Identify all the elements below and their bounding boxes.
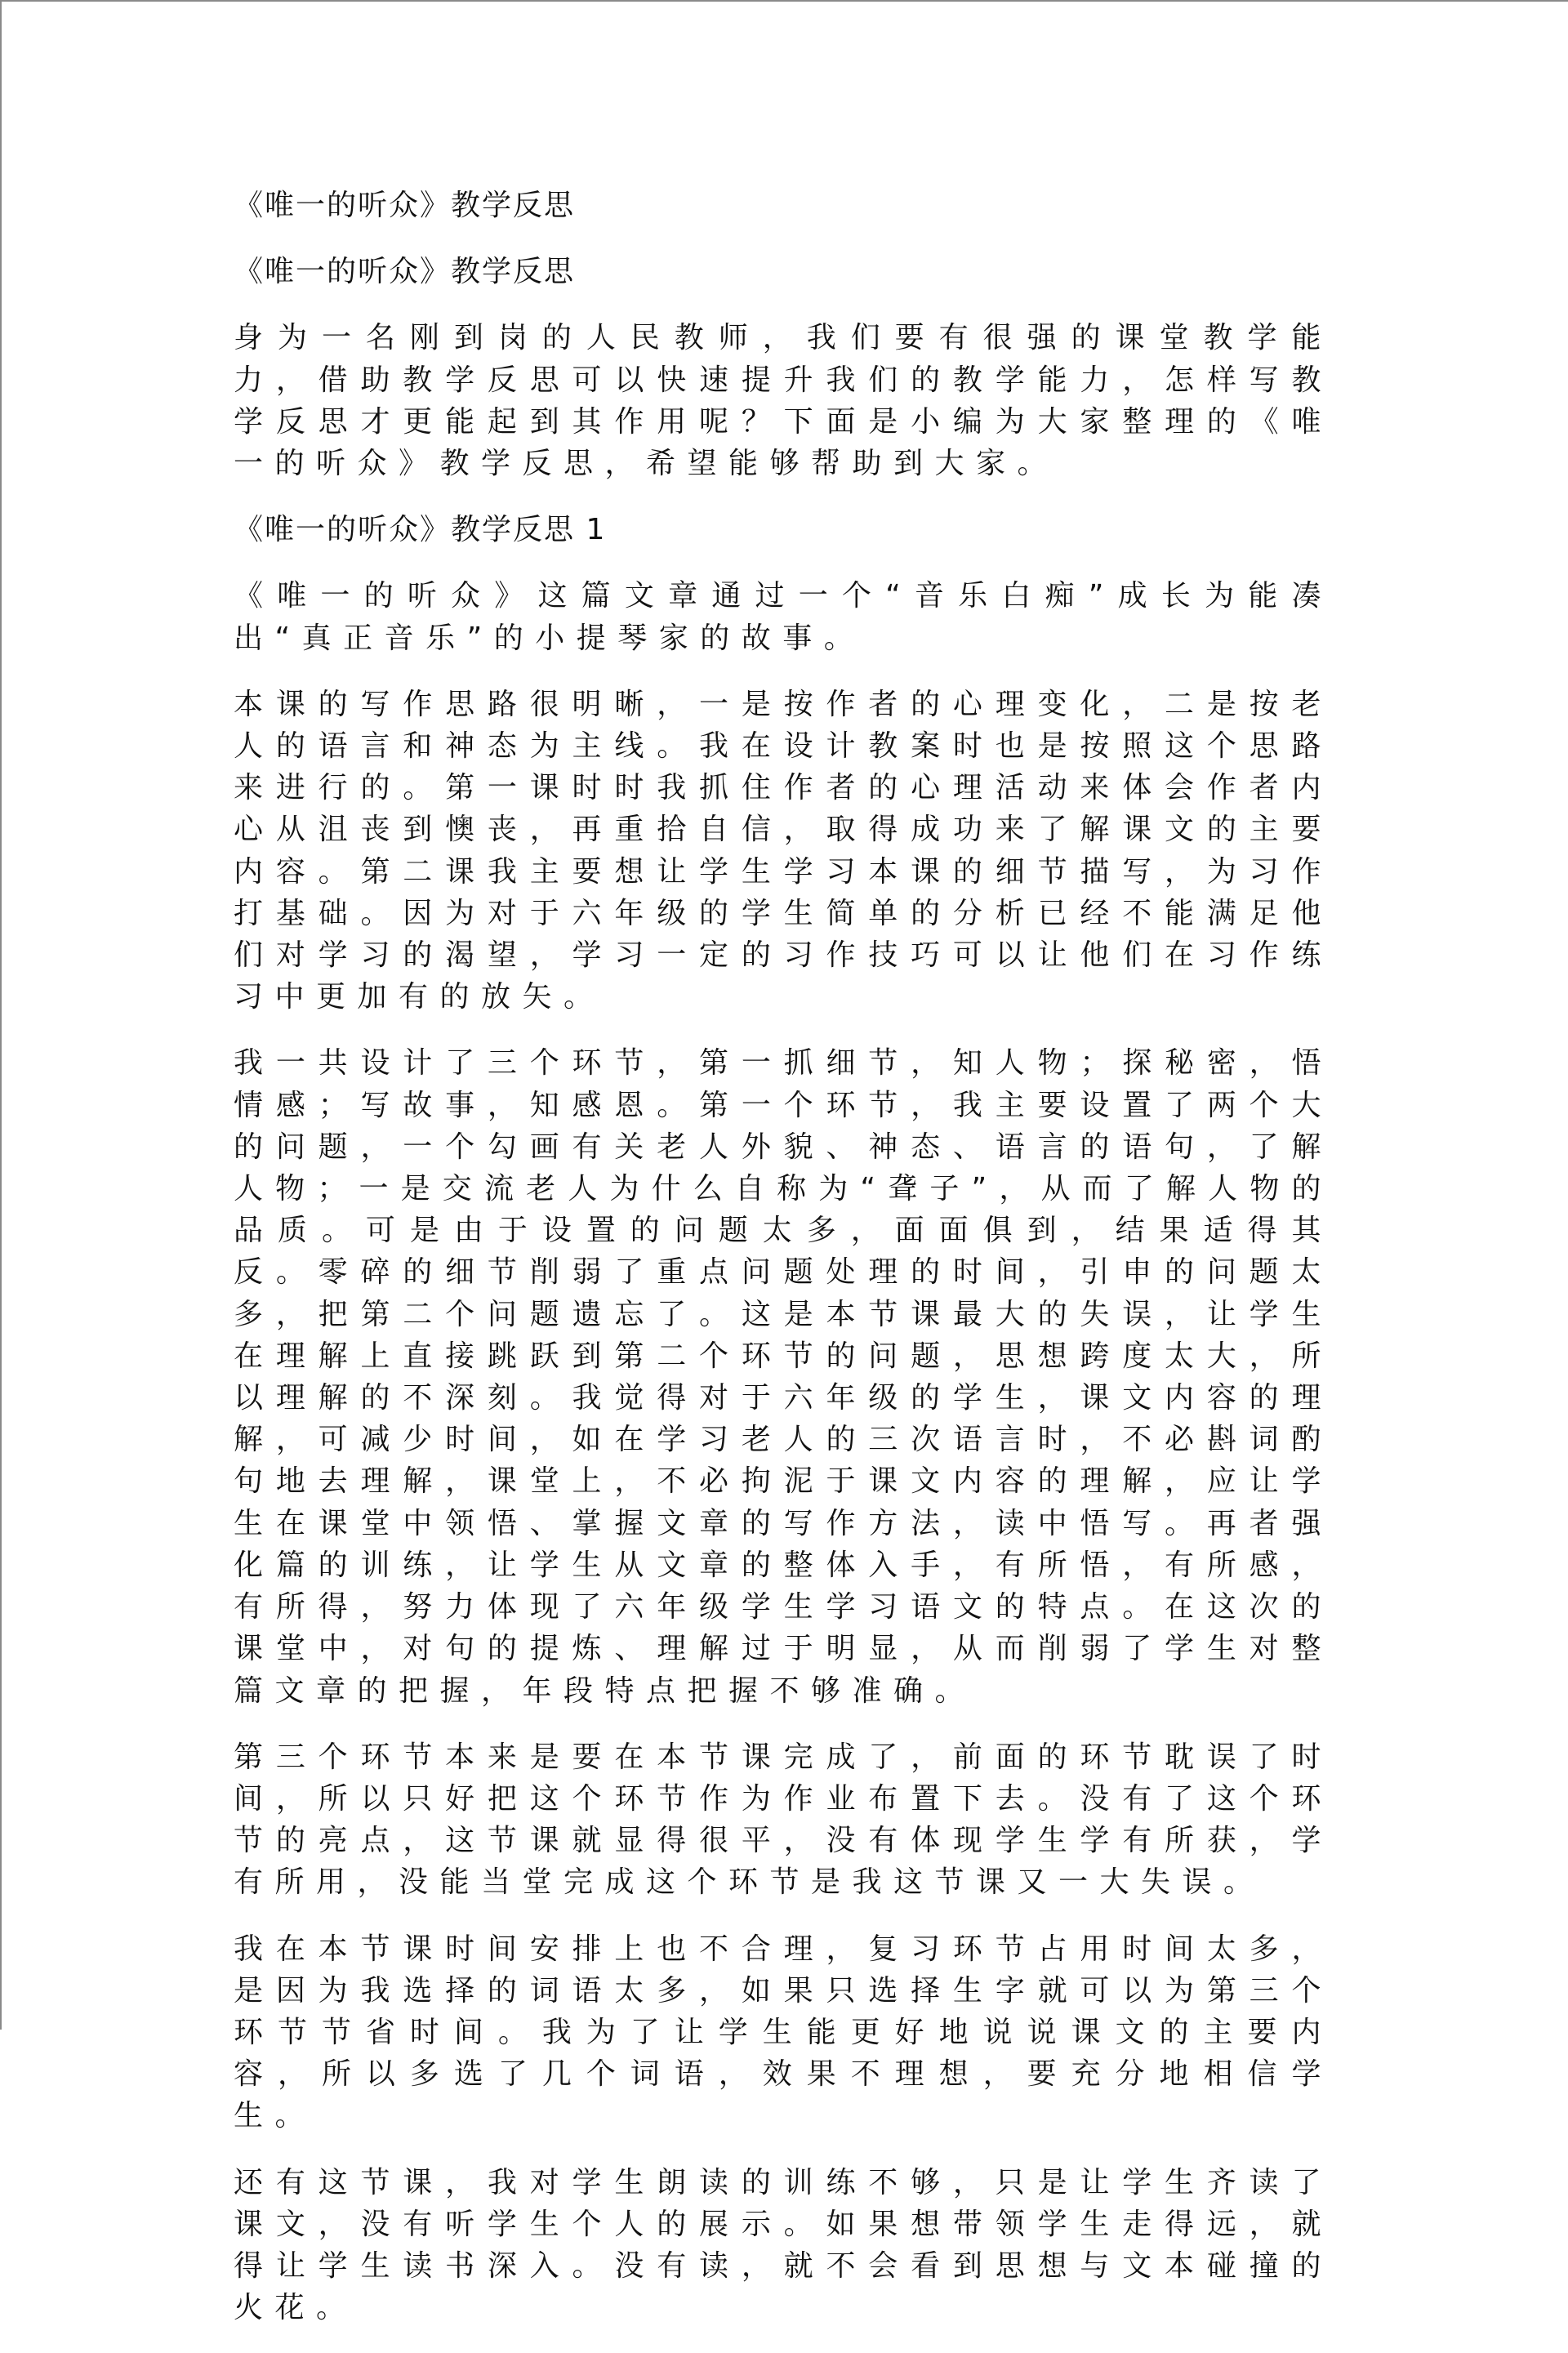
document-body	[234, 185, 1333, 2353]
section-heading: 《唯一的听众》教学反思 1	[234, 513, 607, 547]
intro-paragraph: 身为一名刚到岗的人民教师，我们要有很强的课堂教学能力，借助教学反思可以快速提升我们的教学能力，怎样写教学反思才更能起到其作用呢？下面是小编为大家整理的《唯一的听众》教学反思，希望能够帮助到大家。	[234, 321, 1333, 481]
paragraph: 第三个环节本来是要在本节课完成了，前面的环节耽误了时间，所以只好把这个环节作为作业布置下去。没有了这个环节的亮点，这节课就显得很平，没有体现学生学有所获，学有所用，没能当堂完成这个环节是我这节课又一大失误。	[234, 1740, 1333, 1900]
paragraph: 我一共设计了三个环节，第一抓细节，知人物；探秘密，悟情感；写故事，知感恩。第一个环节，我主要设置了两个大的问题，一个勾画有关老人外貌、神态、语言的语句，了解人物；一是交流老人为什么自称为“聋子”，从而了解人物的品质。可是由于设置的问题太多，面面俱到，结果适得其反。零碎的细节削弱了重点问题处理的时间，引申的问题太多，把第二个问题遗忘了。这是本节课最大的失误，让学生在理解上直接跳跃到第二个环节的问题，思想跨度太大，所以理解的不深刻。我觉得对于六年级的学生，课文内容的理解，可减少时间，如在学习老人的三次语言时，不必斟词酌句地去理解，课堂上，不必拘泥于课文内容的理解，应让学生在课堂中领悟、掌握文章的写作方法，读中悟写。再者强化篇的训练，让学生从文章的整体入手，有所悟，有所感，有所得，努力体现了六年级学生学习语文的特点。在这次的课堂中，对句的提炼、理解过于明显，从而削弱了学生对整篇文章的把握，年段特点把握不够准确。	[234, 1046, 1333, 1708]
paragraph: 本课的写作思路很明晰，一是按作者的心理变化，二是按老人的语言和神态为主线。我在设计教案时也是按照这个思路来进行的。第一课时时我抓住作者的心理活动来体会作者内心从沮丧到懊丧，再重拾自信，取得成功来了解课文的主要内容。第二课我主要想让学生学习本课的细节描写，为习作打基础。因为对于六年级的学生简单的分析已经不能满足他们对学习的渴望，学习一定的习作技巧可以让他们在习作练习中更加有的放矢。	[234, 687, 1333, 1014]
document-subtitle: 《唯一的听众》教学反思	[234, 255, 576, 289]
paragraph: 还有这节课，我对学生朗读的训练不够，只是让学生齐读了课文，没有听学生个人的展示。如果想带领学生走得远，就得让学生读书深入。没有读，就不会看到思想与文本碰撞的火花。	[234, 2165, 1333, 2325]
document-title: 《唯一的听众》教学反思	[234, 189, 576, 222]
paragraph: 我在本节课时间安排上也不合理，复习环节占用时间太多，是因为我选择的词语太多，如果只选择生字就可以为第三个环节节省时间。我为了让学生能更好地说说课文的主要内容，所以多选了几个词语，效果不理想，要充分地相信学生。	[234, 1932, 1333, 2133]
paragraph: 《唯一的听众》这篇文章通过一个“音乐白痴”成长为能凑出“真正音乐”的小提琴家的故事。	[234, 579, 1333, 655]
